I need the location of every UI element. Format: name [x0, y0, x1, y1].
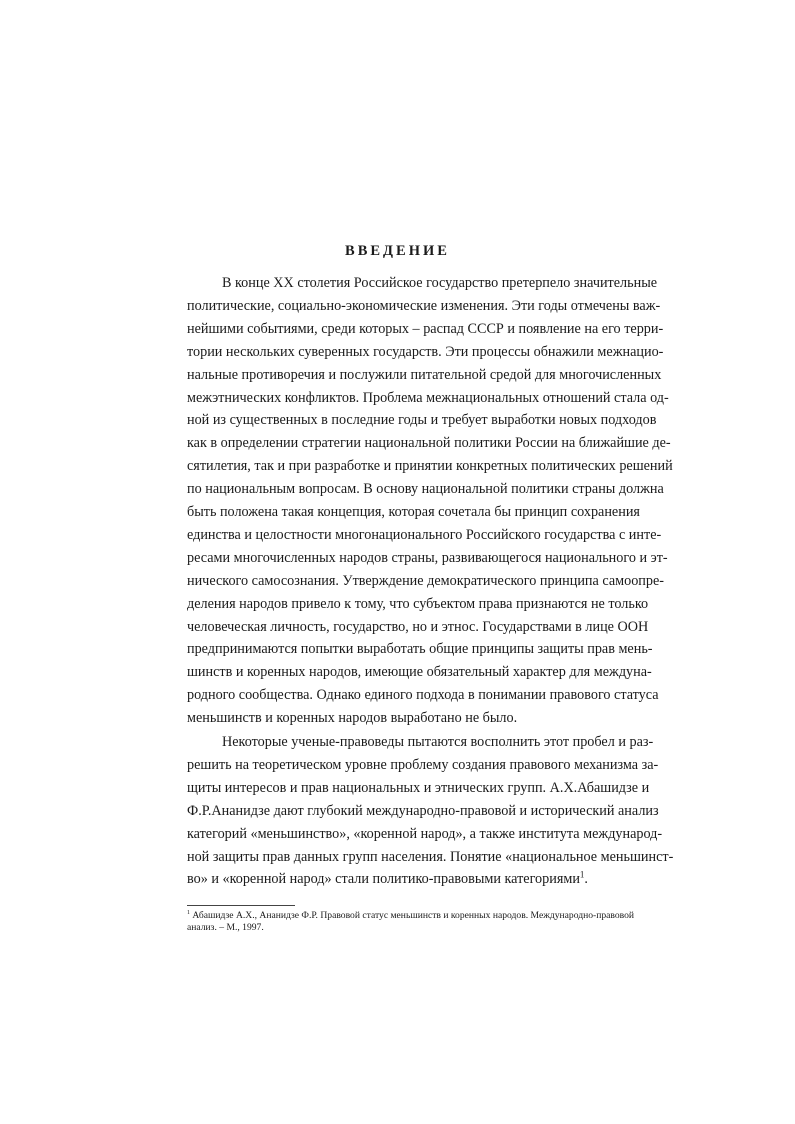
paragraph1-line: [187, 662, 652, 682]
line-text: политические, социально-экономические изменения. Эти годы отмечены важ-: [187, 297, 661, 314]
line-text: щиты интересов и прав национальных и этнических групп. А.Х.Абашидзе и: [187, 779, 650, 796]
paragraph1-line: [187, 639, 653, 659]
footnote-text: анализ. – М., 1997.: [187, 922, 264, 933]
line-text: тории нескольких суверенных государств. Эти процессы обнажили межнацио-: [187, 343, 664, 360]
paragraph1-line: [187, 594, 649, 614]
line-text: сятилетия, так и при разработке и принятии конкретных политических решений: [187, 458, 673, 475]
line-text: нальные противоречия и послужили питательной средой для многочисленных: [187, 366, 662, 383]
line-text: во» и «коренной народ» стали политико-правовыми категориями: [187, 871, 580, 888]
line-text: единства и целостности многонационального Российского государства с инте-: [187, 526, 662, 543]
paragraph1-line: [187, 525, 662, 545]
line-text: Некоторые ученые-правоведы пытаются восполнить этот пробел и раз-: [222, 734, 654, 750]
line-text: родного сообщества. Однако единого подхода в понимании правового статуса: [187, 687, 659, 704]
footnote-line: [187, 909, 635, 922]
paragraph1-line: [187, 502, 640, 522]
paragraph1-line: [187, 456, 673, 476]
line-text: межэтнических конфликтов. Проблема межнациональных отношений стала од-: [187, 389, 669, 406]
paragraph2-line: [187, 755, 659, 775]
paragraph1-line: [187, 388, 669, 408]
line-text: деления народов привело к тому, что субъектом права признаются не только: [187, 595, 649, 612]
line-text: категорий «меньшинство», «коренной народ», а также института международ-: [187, 825, 663, 842]
line-text: нического самосознания. Утверждение демократического принципа самоопре-: [187, 572, 665, 589]
line-text: ной защиты прав данных групп населения. Понятие «национальное меньшинст-: [187, 848, 674, 865]
section-heading: ВВЕДЕНИЕ: [345, 243, 450, 259]
paragraph1-line: [187, 342, 664, 362]
line-text: ной из существенных в последние годы и требует выработки новых подходов: [187, 412, 657, 429]
paragraph1-line: [187, 685, 659, 705]
paragraph1-line: [187, 617, 649, 637]
paragraph2-line: [187, 869, 615, 889]
paragraph2-line: [187, 824, 663, 844]
line-text: Ф.Р.Ананидзе дают глубокий международно-правовой и исторический анализ: [187, 802, 659, 819]
paragraph2-line: [187, 778, 650, 798]
paragraph1-line: [187, 296, 661, 316]
line-text: по национальным вопросам. В основу национальной политики страны должна: [187, 481, 664, 498]
line-text: шинств и коренных народов, имеющие обязательный характер для междуна-: [187, 664, 652, 681]
paragraph1-line: [187, 410, 657, 430]
footnote-ref[interactable]: 1: [579, 869, 585, 880]
sentence-end: .: [584, 871, 588, 888]
paragraph1-line: [187, 479, 664, 499]
paragraph1-line: [187, 571, 665, 591]
paragraph1-line: [187, 708, 615, 728]
line-text: быть положена такая концепция, которая сочетала бы принцип сохранения: [187, 504, 640, 520]
paragraph2-line: [222, 732, 654, 752]
footnote-marker: 1: [187, 909, 190, 916]
line-text: меньшинств и коренных народов выработано не было.: [187, 710, 518, 727]
paragraph1-line: [187, 433, 671, 453]
footnote-text: Абашидзе А.Х., Ананидзе Ф.Р. Правовой статус меньшинств и коренных народов. Международно-правовой: [192, 910, 635, 921]
paragraph1-line: [187, 548, 668, 568]
line-text: как в определении стратегии национальной политики России на ближайшие де-: [187, 435, 671, 452]
footnote-line: [187, 922, 627, 934]
line-text: решить на теоретическом уровне проблему создания правового механизма за-: [187, 756, 659, 773]
paragraph2-line: [187, 847, 674, 867]
paragraph1-line: [187, 365, 662, 385]
line-text: предпринимаются попытки выработать общие принципы защиты прав мень-: [187, 641, 653, 658]
paragraph2-line: [187, 801, 659, 821]
paragraph1-line: [187, 319, 664, 339]
line-text: нейшими событиями, среди которых – распад СССР и появление на его терри-: [187, 320, 664, 337]
paragraph1-line: [222, 273, 658, 293]
line-text: В конце XX столетия Российское государство претерпело значительные: [222, 275, 658, 291]
line-text: ресами многочисленных народов страны, развивающегося национального и эт-: [187, 549, 668, 566]
footnote-divider: [187, 905, 295, 906]
line-text: человеческая личность, государство, но и этнос. Государствами в лице ООН: [187, 618, 649, 635]
